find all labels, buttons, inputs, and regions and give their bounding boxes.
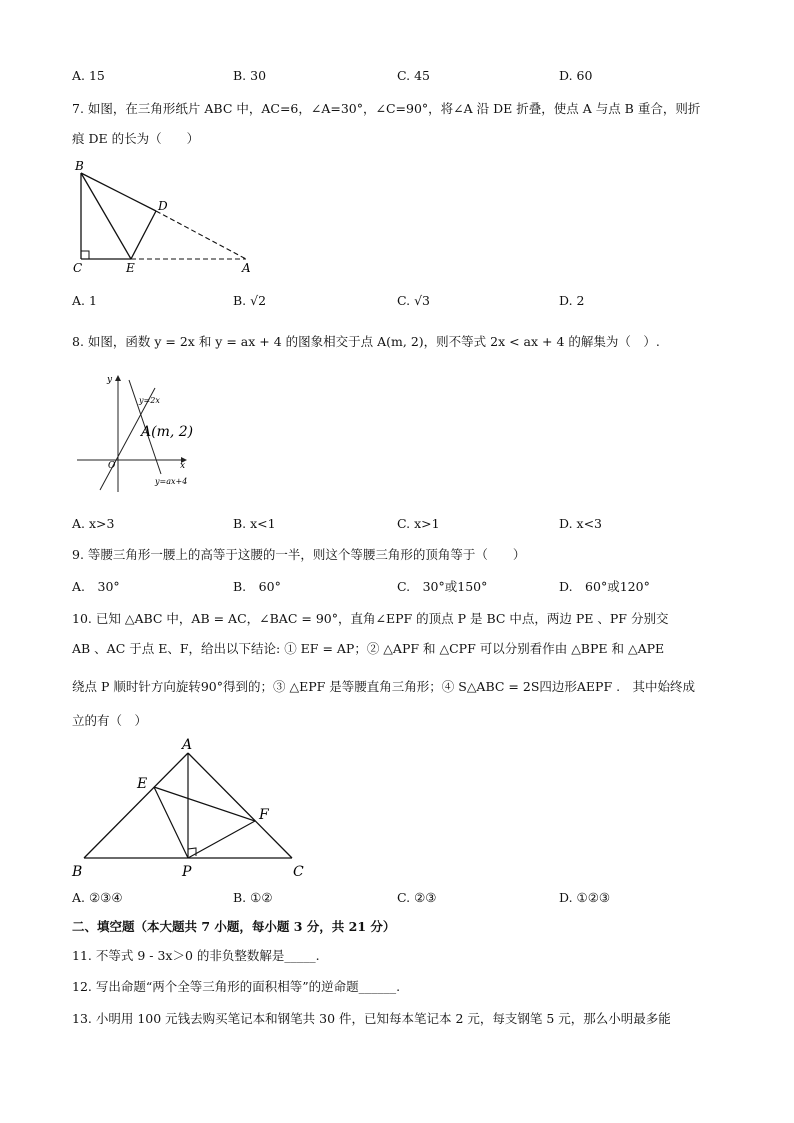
q6-option-b: B. 30 bbox=[233, 68, 267, 83]
q7-right-angle-mark bbox=[81, 251, 89, 259]
q6-option-d: D. 60 bbox=[559, 68, 593, 83]
q7-label-e: E bbox=[126, 261, 135, 275]
q10-label-b: B bbox=[72, 864, 83, 880]
q10-option-d: D. ①②③ bbox=[559, 890, 611, 905]
q8-label-y: y bbox=[107, 375, 113, 385]
q9-option-d: D. 60°或120° bbox=[559, 579, 650, 594]
q10-label-c: C bbox=[293, 864, 304, 880]
q13-stem: 13. 小明用 100 元钱去购买笔记本和钢笔共 30 件，已知每本笔记本 2 元，每支钢笔 5 元，那么小明最多能 bbox=[72, 1011, 671, 1026]
q10-edge-ef bbox=[154, 787, 255, 821]
q8-label-line2: y=ax+4 bbox=[155, 477, 188, 486]
q7-option-c: C. √3 bbox=[397, 293, 430, 308]
q10-edge-pf bbox=[188, 821, 255, 858]
q7-option-d: D. 2 bbox=[559, 293, 585, 308]
q6-option-a: A. 15 bbox=[72, 68, 105, 83]
q7-figure bbox=[70, 158, 260, 278]
q10-label-e: E bbox=[137, 776, 148, 792]
q8-option-b: B. x<1 bbox=[233, 516, 276, 531]
q10-label-f: F bbox=[259, 807, 269, 823]
q8-option-d: D. x<3 bbox=[559, 516, 602, 531]
q9-option-b: B. 60° bbox=[233, 579, 281, 594]
q8-label-origin: O bbox=[108, 461, 116, 471]
q9-option-a: A. 30° bbox=[72, 579, 120, 594]
q7-stem-line1: 7. 如图，在三角形纸片 ABC 中，AC=6，∠A=30°，∠C=90°，将∠A 沿 DE 折叠，使点 A 与点 B 重合，则折 bbox=[72, 101, 701, 116]
q7-stem-line2: 痕 DE 的长为（ ） bbox=[72, 131, 200, 146]
q7-edge-de bbox=[131, 211, 156, 259]
q10-stem-line1: 10. 已知 △ABC 中，AB = AC，∠BAC = 90°，直角∠EPF 的顶点 P 是 BC 中点，两边 PE 、PF 分别交 bbox=[72, 611, 669, 626]
section2-heading: 二、填空题（本大题共 7 小题，每小题 3 分，共 21 分） bbox=[72, 919, 396, 934]
q10-label-a: A bbox=[182, 737, 193, 753]
q8-label-x: x bbox=[180, 461, 186, 471]
q8-y-arrow bbox=[115, 375, 121, 381]
q10-label-p: P bbox=[182, 864, 192, 880]
q8-figure bbox=[75, 370, 205, 495]
q11-stem: 11. 不等式 9 - 3x＞0 的非负整数解是_____. bbox=[72, 948, 320, 963]
q8-option-a: A. x>3 bbox=[72, 516, 115, 531]
q7-label-b: B bbox=[75, 159, 84, 173]
q10-option-b: B. ①② bbox=[233, 890, 273, 905]
q7-label-c: C bbox=[73, 261, 83, 275]
q10-option-a: A. ②③④ bbox=[72, 890, 123, 905]
q7-edge-da bbox=[156, 211, 246, 259]
q10-stem-line4: 立的有（ ） bbox=[72, 713, 148, 728]
q7-option-a: A. 1 bbox=[72, 293, 97, 308]
q9-option-c: C. 30°或150° bbox=[397, 579, 488, 594]
q8-option-c: C. x>1 bbox=[397, 516, 440, 531]
q10-figure bbox=[70, 735, 320, 885]
q10-edge-ab bbox=[84, 753, 188, 858]
q12-stem: 12. 写出命题“两个全等三角形的面积相等”的逆命题______. bbox=[72, 979, 401, 994]
q10-option-c: C. ②③ bbox=[397, 890, 437, 905]
q10-stem-line3: 绕点 P 顺时针方向旋转90°得到的；③ △EPF 是等腰直角三角形；④ S△ABC = 2S四边形AEPF . 其中始终成 bbox=[72, 679, 696, 694]
q7-label-d: D bbox=[158, 199, 168, 213]
q7-option-b: B. √2 bbox=[233, 293, 267, 308]
q10-edge-ac bbox=[188, 753, 292, 858]
q8-stem-line1: 8. 如图，函数 y = 2x 和 y = ax + 4 的图象相交于点 A(m, 2)，则不等式 2x < ax + 4 的解集为（ ）. bbox=[72, 334, 660, 349]
q6-option-c: C. 45 bbox=[397, 68, 430, 83]
q9-stem-line1: 9. 等腰三角形一腰上的高等于这腰的一半，则这个等腰三角形的顶角等于（ ） bbox=[72, 547, 526, 562]
q10-edge-pe bbox=[154, 787, 188, 858]
q8-label-line1: y=2x bbox=[139, 396, 160, 405]
q8-label-point: A(m, 2) bbox=[141, 424, 194, 440]
q10-stem-line2: AB 、AC 于点 E、F，给出以下结论: ① EF = AP；② △APF 和 △CPF 可以分别看作由 △BPE 和 △APE bbox=[72, 641, 665, 656]
q7-label-a: A bbox=[242, 261, 251, 275]
